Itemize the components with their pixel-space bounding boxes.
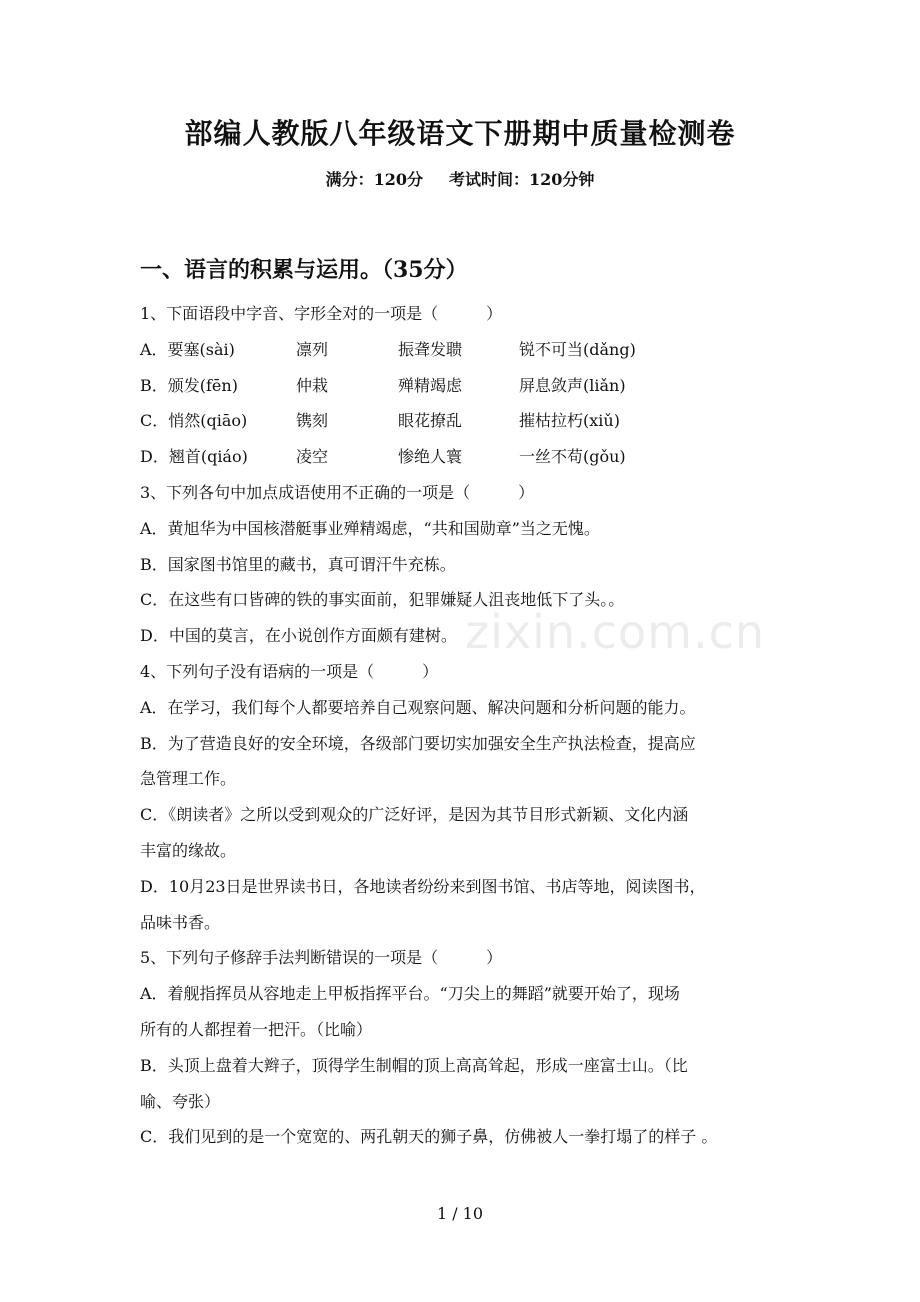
option-word: 振聋发聩	[398, 339, 463, 359]
question-stem: 3、下列各句中加点成语使用不正确的一项是（ ）	[140, 482, 535, 502]
option-line: B．头顶上盘着大辫子，顶得学生制帽的顶上高高耸起，形成一座富士山。（比	[140, 1055, 688, 1075]
option-line-continued: 所有的人都捏着一把汗。（比喻）	[140, 1019, 373, 1039]
option-word: 眼花撩乱	[398, 411, 463, 431]
option-word: 摧枯拉朽(xiǔ)	[519, 411, 620, 431]
option-line: B．国家图书馆里的藏书，真可谓汗牛充栋。	[140, 554, 456, 574]
option-word: 凛列	[296, 339, 329, 359]
option-word: D．翘首(qiáo)	[140, 447, 248, 467]
section-heading: 一、语言的积累与运用。（35分）	[140, 257, 468, 283]
question-stem: 4、下列句子没有语病的一项是（ ）	[140, 661, 439, 681]
option-line-continued: 急管理工作。	[140, 769, 237, 789]
option-word: C．悄然(qiāo)	[140, 411, 248, 431]
page-title: 部编人教版八年级语文下册期中质量检测卷	[184, 117, 736, 150]
option-row	[140, 439, 785, 475]
option-line: C．我们见到的是一个宽宽的、两孔朝天的狮子鼻，仿佛被人一拳打塌了的样子 。	[140, 1127, 718, 1147]
option-line: A．黄旭华为中国核潜艇事业殚精竭虑，“共和国勋章”当之无愧。	[140, 518, 600, 538]
option-word: 殚精竭虑	[398, 375, 463, 395]
full-score: 满分：120分	[325, 170, 423, 189]
option-word: 镌刻	[296, 411, 329, 431]
option-line: B．为了营造良好的安全环境，各级部门要切实加强安全生产执法检查，提高应	[140, 733, 696, 753]
option-word: 凌空	[296, 447, 329, 467]
option-line: D．中国的莫言，在小说创作方面颇有建树。	[140, 626, 457, 646]
option-word: 锐不可当(dǎng)	[519, 339, 636, 359]
option-line-continued: 品味书香。	[140, 912, 221, 932]
option-word: 一丝不苟(gǒu)	[519, 447, 626, 467]
watermark: zixin.com.cn	[465, 605, 766, 659]
option-line: C．《朗读者》之所以受到观众的广泛好评，是因为其节目形式新颖、文化内涵	[140, 805, 689, 825]
option-line: A．着舰指挥员从容地走上甲板指挥平台。“刀尖上的舞蹈”就要开始了，现场	[140, 984, 680, 1004]
option-word: B．颁发(fēn)	[140, 375, 238, 395]
option-line: A．在学习，我们每个人都要培养自己观察问题、解决问题和分析问题的能力。	[140, 697, 696, 717]
question-stem: 1、下面语段中字音、字形全对的一项是（ ）	[140, 304, 503, 323]
option-word: 屏息敛声(liǎn)	[519, 375, 626, 395]
page-number: 1 / 10	[436, 1204, 484, 1223]
option-line: C．在这些有口皆碑的铁的事实面前，犯罪嫌疑人沮丧地低下了头。。	[140, 590, 625, 610]
option-word: 惨绝人寰	[398, 447, 463, 467]
question-stem: 5、下列句子修辞手法判断错误的一项是（ ）	[140, 948, 503, 968]
option-line: D．10月23日是世界读书日，各地读者纷纷来到图书馆、书店等地，阅读图书，	[140, 876, 706, 896]
option-row	[140, 368, 785, 404]
exam-info	[0, 167, 920, 190]
questions	[140, 296, 785, 1155]
option-row	[140, 332, 785, 368]
option-line-continued: 喻、夸张）	[140, 1091, 221, 1111]
option-line-continued: 丰富的缘故。	[140, 840, 237, 860]
option-row	[140, 403, 785, 439]
exam-time: 考试时间：120分钟	[449, 170, 595, 189]
option-word: 仲栽	[296, 375, 329, 395]
option-word: A．要塞(sài)	[140, 339, 235, 359]
